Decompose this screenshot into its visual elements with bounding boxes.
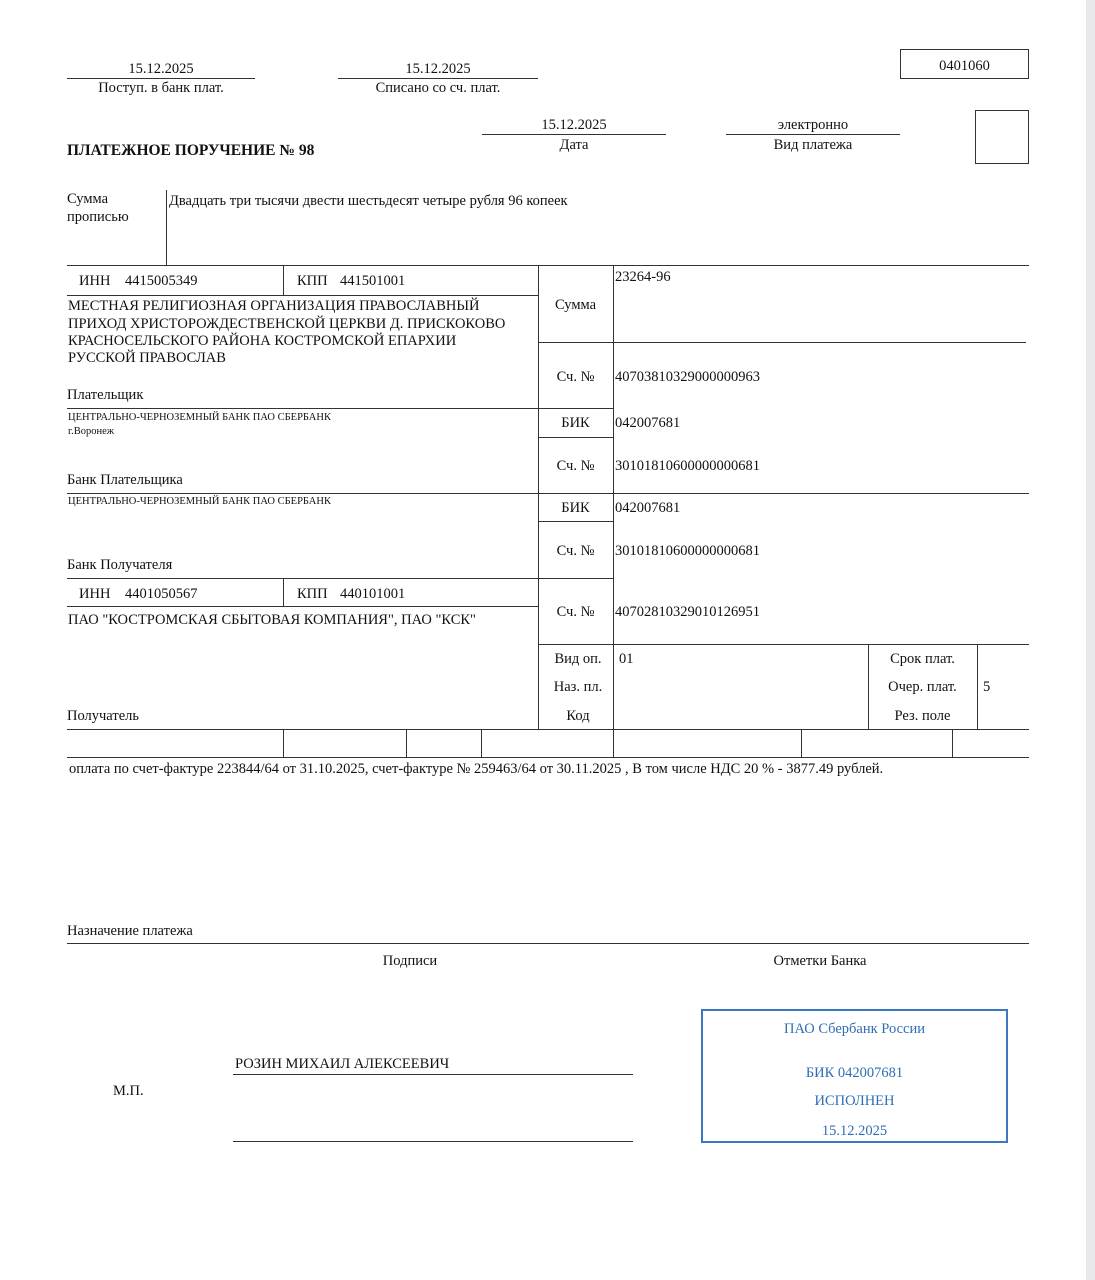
payer-bank-account-label: Сч. № <box>556 458 595 474</box>
order-date-label: Дата <box>559 137 589 153</box>
code-label: Код <box>566 708 590 724</box>
payment-kind-label: Вид платежа <box>773 137 853 153</box>
amount-words: Двадцать три тысячи двести шестьдесят четыре рубля 96 копеек <box>169 193 568 209</box>
grid-line <box>406 729 407 757</box>
payee-bank-account-label: Сч. № <box>556 543 595 559</box>
grid-line <box>67 295 538 296</box>
payer-name-line: РУССКОЙ ПРАВОСЛАВ <box>68 350 226 366</box>
divider <box>166 190 167 265</box>
payee-account: 40702810329010126951 <box>615 604 760 620</box>
grid-line <box>67 408 613 409</box>
payment-purpose-label: Назначение платежа <box>67 923 193 939</box>
payee-inn-label: ИНН <box>79 586 111 602</box>
payer-bank-label: Банк Плательщика <box>67 472 183 488</box>
signature-line <box>233 1141 633 1142</box>
signature-line <box>233 1074 633 1075</box>
payer-bank-account: 30101810600000000681 <box>615 458 760 474</box>
grid-line <box>67 493 1029 494</box>
payer-label: Плательщик <box>67 387 144 403</box>
payer-kpp: 441501001 <box>340 273 406 289</box>
payer-account-label: Сч. № <box>556 369 595 385</box>
payee-account-label: Сч. № <box>556 604 595 620</box>
payer-kpp-label: КПП <box>297 273 328 289</box>
bank-marks-label: Отметки Банка <box>773 953 867 969</box>
op-type-label: Вид оп. <box>554 651 602 667</box>
amount-words-label-2: прописью <box>67 209 129 225</box>
payment-purpose: оплата по счет-фактуре 223844/64 от 31.10.2025, счет-фактуре № 259463/64 от 30.11.2025 , В том числе НДС 20 % - 3877.49 рублей. <box>69 761 884 777</box>
grid-line <box>283 729 284 757</box>
stamp-bank: ПАО Сбербанк России <box>784 1021 925 1037</box>
grid-line <box>977 644 978 729</box>
reserve-label: Рез. поле <box>894 708 951 724</box>
grid-line <box>283 265 284 295</box>
payment-kind: электронно <box>777 117 849 133</box>
priority-label: Очер. плат. <box>888 679 957 695</box>
received-date: 15.12.2025 <box>128 61 194 77</box>
payee-inn: 4401050567 <box>125 586 198 602</box>
grid-line <box>283 578 284 606</box>
payer-account: 40703810329000000963 <box>615 369 760 385</box>
term-label: Срок плат. <box>890 651 955 667</box>
payee-bank-bik-label: БИК <box>561 500 590 516</box>
signatures-label: Подписи <box>382 953 438 969</box>
received-label: Поступ. в банк плат. <box>98 80 224 96</box>
payee-bank-label: Банк Получателя <box>67 557 173 573</box>
stamp-date: 15.12.2025 <box>821 1123 888 1139</box>
divider <box>726 134 900 135</box>
form-code: 0401060 <box>939 58 990 74</box>
grid-line <box>801 729 802 757</box>
payee-kpp-label: КПП <box>297 586 328 602</box>
signer-name: РОЗИН МИХАИЛ АЛЕКСЕЕВИЧ <box>235 1056 450 1072</box>
payer-name-line: МЕСТНАЯ РЕЛИГИОЗНАЯ ОРГАНИЗАЦИЯ ПРАВОСЛАВНЫЙ <box>68 298 480 314</box>
payer-bank-name: ЦЕНТРАЛЬНО-ЧЕРНОЗЕМНЫЙ БАНК ПАО СБЕРБАНК <box>68 412 331 423</box>
payer-name-line: КРАСНОСЕЛЬСКОГО РАЙОНА КОСТРОМСКОЙ ЕПАРХИИ <box>68 333 457 349</box>
divider <box>482 134 666 135</box>
page-title: ПЛАТЕЖНОЕ ПОРУЧЕНИЕ № 98 <box>67 142 315 159</box>
divider <box>338 78 538 79</box>
payee-label: Получатель <box>67 708 139 724</box>
amount-words-label: Сумма <box>67 191 109 207</box>
divider <box>67 78 255 79</box>
stamp-status: ИСПОЛНЕН <box>814 1093 895 1109</box>
grid-line <box>538 644 1029 645</box>
payee-bank-name: ЦЕНТРАЛЬНО-ЧЕРНОЗЕМНЫЙ БАНК ПАО СБЕРБАНК <box>68 496 331 507</box>
seal-label: М.П. <box>113 1083 144 1099</box>
grid-line <box>67 265 1029 266</box>
payer-inn: 4415005349 <box>125 273 198 289</box>
grid-line <box>538 342 1026 343</box>
payer-bank-city: г.Воронеж <box>68 426 115 437</box>
debited-date: 15.12.2025 <box>405 61 471 77</box>
amount-value: 23264-96 <box>615 269 671 285</box>
payee-bank-account: 30101810600000000681 <box>615 543 760 559</box>
payer-name-line: ПРИХОД ХРИСТОРОЖДЕСТВЕНСКОЙ ЦЕРКВИ Д. ПРИСКОКОВО <box>68 316 506 332</box>
stamp-bik: БИК 042007681 <box>805 1065 904 1081</box>
grid-line <box>952 729 953 757</box>
grid-line <box>67 578 613 579</box>
payer-bank-bik: 042007681 <box>615 415 681 431</box>
grid-line <box>67 943 1029 944</box>
bank-stamp <box>701 1009 1008 1143</box>
payee-kpp: 440101001 <box>340 586 406 602</box>
grid-line <box>67 606 538 607</box>
grid-line <box>481 729 482 757</box>
grid-line <box>538 437 613 438</box>
payer-bank-bik-label: БИК <box>561 415 590 431</box>
grid-line <box>538 521 613 522</box>
payee-bank-bik: 042007681 <box>615 500 681 516</box>
debited-label: Списано со сч. плат. <box>375 80 501 96</box>
order-date: 15.12.2025 <box>541 117 607 133</box>
grid-line <box>67 729 1029 730</box>
payer-inn-label: ИНН <box>79 273 111 289</box>
op-type: 01 <box>619 651 634 667</box>
priority: 5 <box>983 679 991 695</box>
grid-line <box>67 757 1029 758</box>
purpose-code-label: Наз. пл. <box>553 679 603 695</box>
status-box <box>975 110 1029 164</box>
amount-label: Сумма <box>554 297 597 313</box>
payee-name: ПАО "КОСТРОМСКАЯ СБЫТОВАЯ КОМПАНИЯ", ПАО "КСК" <box>68 612 476 628</box>
